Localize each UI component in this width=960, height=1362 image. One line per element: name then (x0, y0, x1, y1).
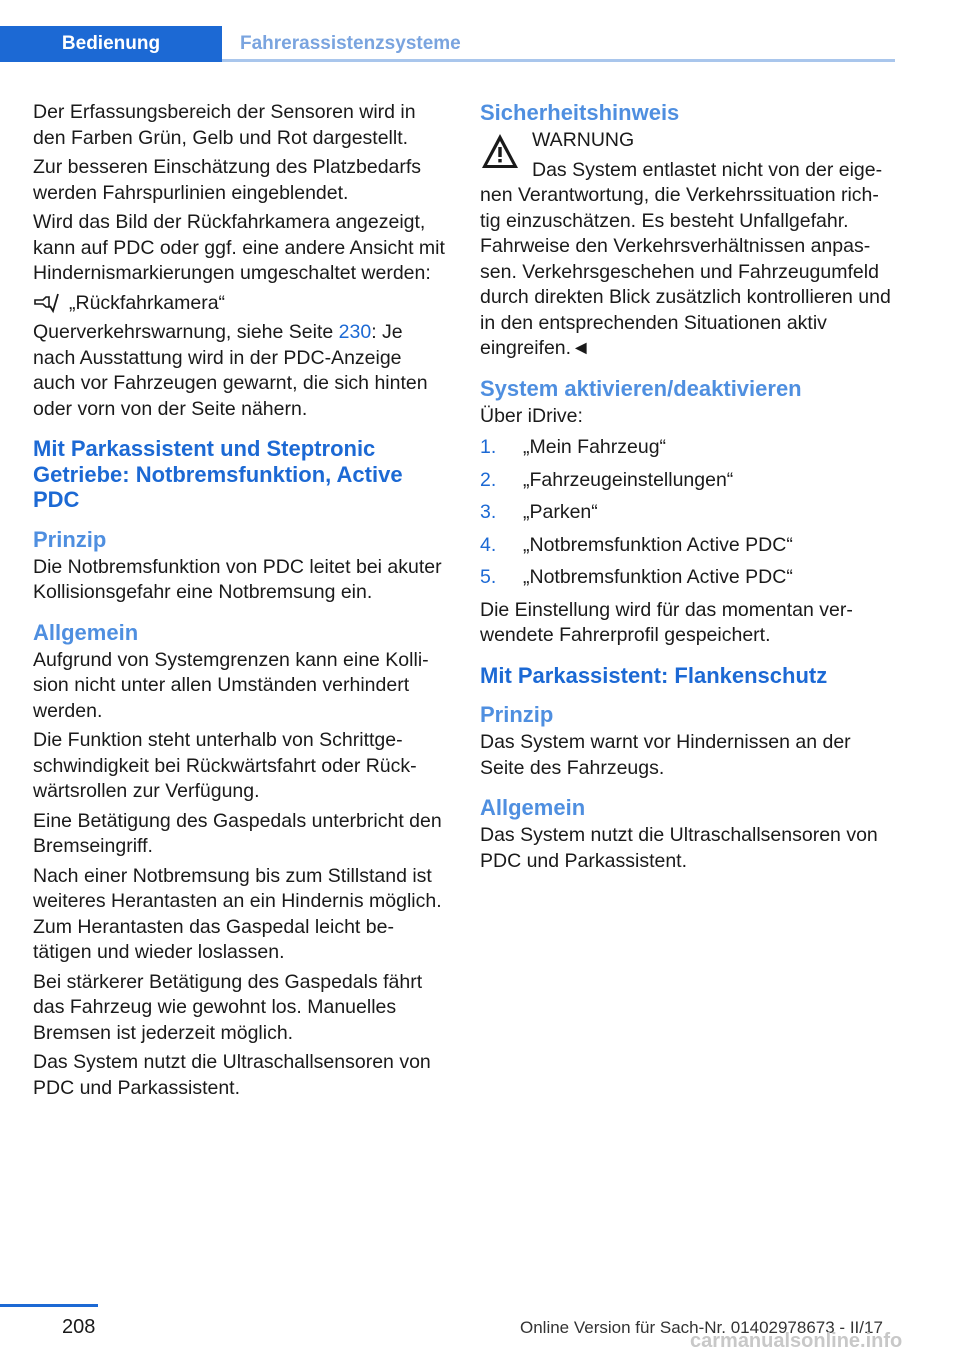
paragraph: Der Erfassungsbereich der Sensoren wird in den Farben Grün, Gelb und Rot dargestellt. (33, 101, 416, 149)
list-item (480, 435, 892, 461)
warning-box (480, 128, 892, 362)
subheading: Sicherheitshinweis (480, 100, 680, 125)
tab-bedienung: Bedienung (0, 26, 222, 62)
list-text: „Mein Fahrzeug“ (523, 436, 667, 458)
paragraph (33, 320, 445, 422)
list-number: 3. (480, 501, 497, 523)
list-text: „Fahrzeugeinstellungen“ (523, 468, 734, 491)
text: : Je nach Ausstattung wird in der PDC-Anzeige auch vor Fahrzeugen gewarnt, die sich hinten oder vorn von der Seite nähern. (33, 321, 428, 420)
left-column (33, 100, 445, 1105)
paragraph: Das System nutzt die Ultraschallsensoren von PDC und Parkassistent. (480, 824, 878, 872)
subheading: Prinzip (33, 526, 107, 552)
paragraph: Über iDrive: (480, 404, 583, 427)
page-link[interactable]: 230 (338, 321, 372, 343)
list-number: 5. (480, 566, 497, 588)
warning-text: Das System entlastet nicht von der eigenen Verantwortung, die Verkehrssituation richtig einzuschätzen. Es besteht Unfallgefahr. Fahrweise den Verkehrsverhältnissen anpassen. Verkehrsgeschehen und Fahrzeugumfeld durch direkten Blick zusätzlich kontrollieren und in den entsprechenden Situationen aktiv eingreifen.◄ (480, 158, 891, 359)
subheading: Allgemein (33, 619, 139, 645)
watermark: carmanualsonline.info (690, 1330, 903, 1352)
online-version-note: Online Version für Sach-Nr. 01402978673 - II/17 (520, 1318, 883, 1337)
section-heading: Mit Parkassistent und Steptronic Getriebe: Notbremsfunktion, Active PDC (33, 436, 403, 512)
text: Querverkehrswarnung, siehe Seite (33, 321, 339, 343)
paragraph: Wird das Bild der Rückfahrkamera angezeigt, kann auf PDC oder ggf. eine andere Ansicht mit Hindernismarkierungen umgeschaltet werden: (33, 211, 445, 284)
list-item (480, 565, 892, 591)
paragraph: Aufgrund von Systemgrenzen kann eine Kollision nicht unter allen Umständen verhindert werden. (33, 648, 429, 722)
list-item (480, 468, 892, 494)
section-heading: Mit Parkassistent: Flankenschutz (480, 662, 828, 688)
list-text: „Parken“ (523, 501, 598, 523)
list-number: 2. (480, 468, 497, 491)
paragraph: Das System nutzt die Ultraschallsensoren von PDC und Parkassistent. (33, 1051, 431, 1099)
subheading: System aktivieren/deaktivieren (480, 375, 802, 401)
camera-menu-line (33, 291, 445, 317)
subheading: Prinzip (480, 702, 554, 727)
page-header (0, 26, 895, 62)
footer-rule (0, 1304, 98, 1307)
camera-label: „Rückfahrkamera“ (69, 291, 226, 314)
list-text: „Notbremsfunktion Active PDC“ (523, 533, 793, 556)
right-column (480, 100, 892, 878)
list-item (480, 533, 892, 559)
paragraph: Eine Betätigung des Gaspedals unterbricht den Bremseingriff. (33, 809, 442, 857)
paragraph: Nach einer Notbremsung bis zum Stillstand ist weiteres Herantasten an ein Hindernis möglich. Zum Herantasten das Gaspedal leicht betätigen und wieder loslassen. (33, 864, 442, 963)
paragraph: Die Funktion steht unterhalb von Schrittgeschwindigkeit bei Rückwärtsfahrt oder Rückwärtsrollen zur Verfügung. (33, 729, 417, 802)
paragraph: Die Notbremsfunktion von PDC leitet bei akuter Kollisionsgefahr eine Notbremsung ein. (33, 555, 442, 603)
list-text: „Notbremsfunktion Active PDC“ (523, 566, 793, 588)
steps-list (480, 435, 892, 591)
paragraph: Zur besseren Einschätzung des Platzbedarfs werden Fahrspurlinien eingeblendet. (33, 156, 422, 204)
header-rule (222, 59, 895, 62)
paragraph: Die Einstellung wird für das momentan verwendete Fahrerprofil gespeichert. (480, 598, 853, 646)
list-number: 1. (480, 436, 497, 458)
list-item (480, 500, 892, 526)
page-number: 208 (62, 1316, 96, 1338)
list-number: 4. (480, 533, 497, 556)
paragraph: Bei stärkerer Betätigung des Gaspedals fährt das Fahrzeug wie gewohnt los. Manuelles Bremsen ist jederzeit möglich. (33, 970, 423, 1044)
warning-triangle-icon (480, 132, 520, 170)
warning-title: WARNUNG (532, 129, 635, 151)
rear-camera-icon (33, 292, 59, 314)
paragraph: Das System warnt vor Hindernissen an der Seite des Fahrzeugs. (480, 731, 851, 779)
tab-fahrerassistenzsysteme: Fahrerassistenzsysteme (240, 33, 461, 54)
subheading: Allgemein (480, 795, 586, 820)
